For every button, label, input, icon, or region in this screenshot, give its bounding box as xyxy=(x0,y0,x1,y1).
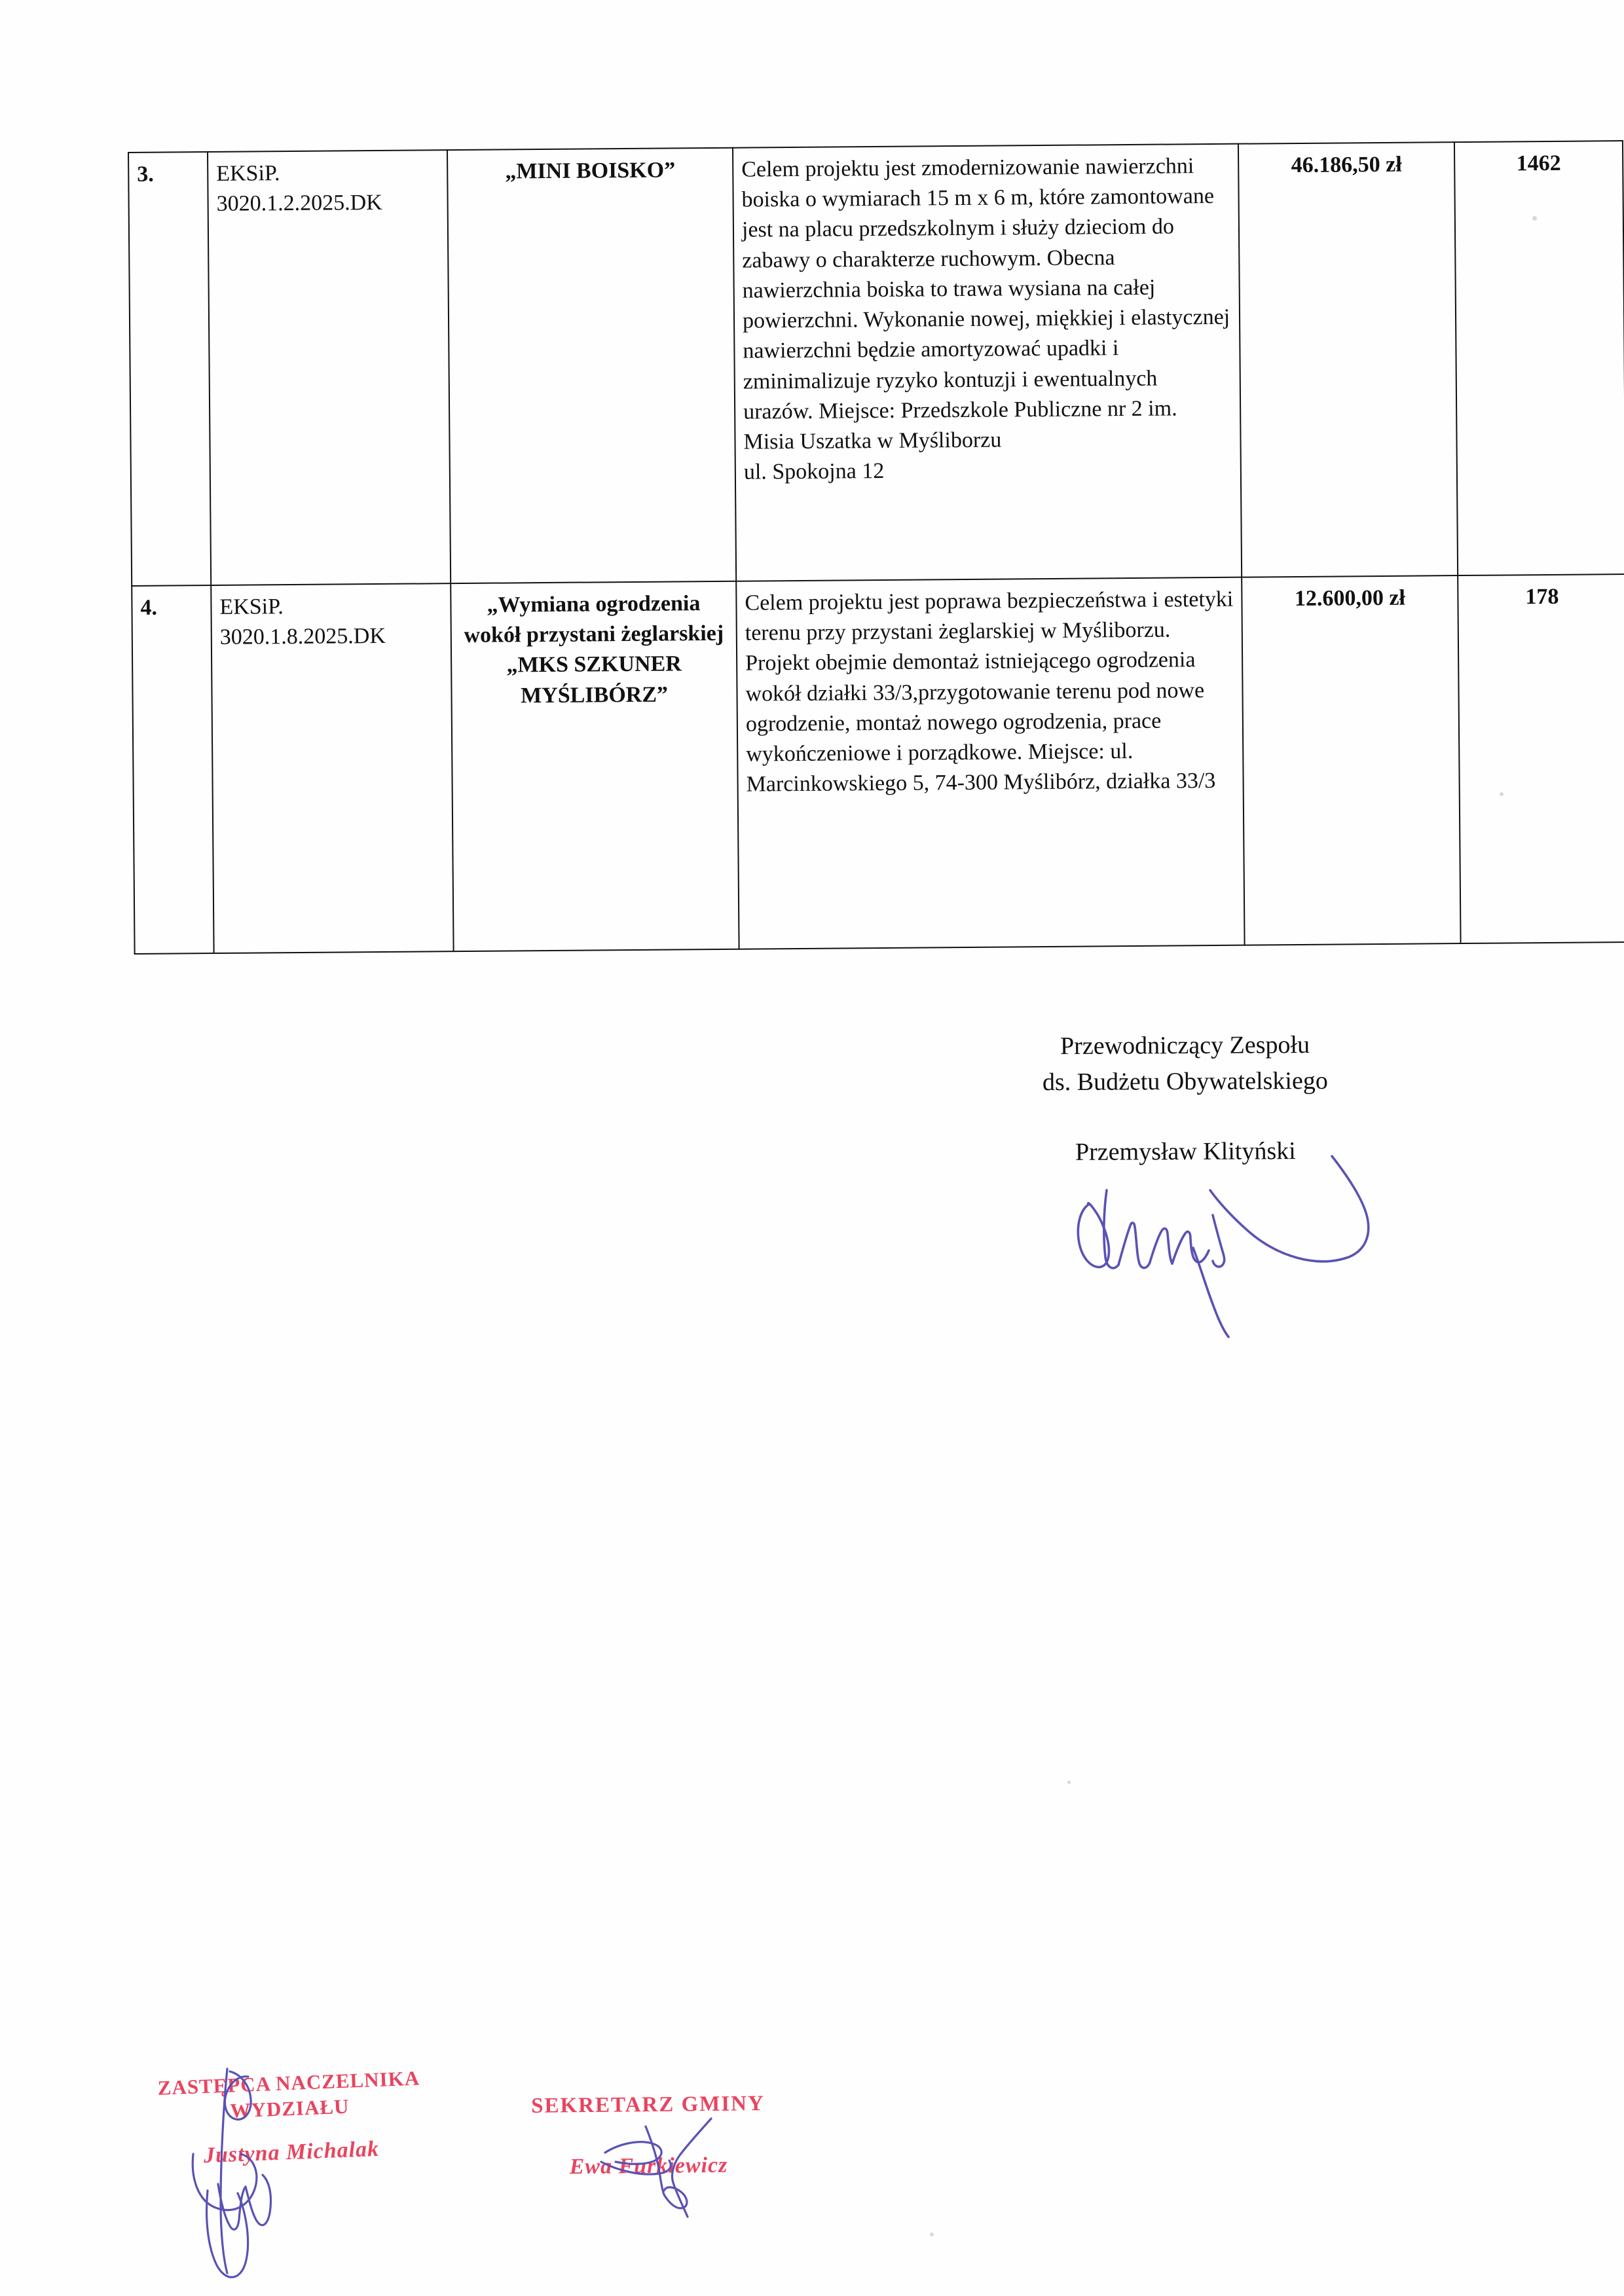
project-title: „Wymiana ogrodzenia wokół przystani żeglarskiej „MKS SZKUNER MYŚLIBÓRZ” xyxy=(464,591,724,708)
stamp-role-line-1: SEKRETARZ GMINY xyxy=(530,2092,766,2118)
scan-speck xyxy=(1500,792,1504,796)
reference-line-1: EKSiP. xyxy=(219,594,284,619)
scan-speck xyxy=(1067,1781,1071,1784)
project-description-cell xyxy=(733,144,1242,581)
table-row xyxy=(128,141,1624,586)
reference-cell xyxy=(208,150,451,585)
scan-speck xyxy=(1532,216,1537,221)
stamp-deputy-head-of-department xyxy=(141,2065,439,2172)
project-votes-cell xyxy=(1458,574,1624,943)
project-title-cell xyxy=(451,581,739,951)
handwritten-signature xyxy=(1041,1152,1382,1368)
stamp-municipality-secretary xyxy=(504,2090,792,2182)
row-number-cell xyxy=(132,585,213,954)
project-votes-cell xyxy=(1454,141,1624,575)
project-votes: 178 xyxy=(1525,584,1559,610)
signatory-role-line-2: ds. Budżetu Obywatelskiego xyxy=(1042,1066,1328,1097)
project-votes: 1462 xyxy=(1516,151,1561,176)
project-title-cell xyxy=(447,148,736,583)
row-number-cell xyxy=(128,152,211,586)
reference-line-1: EKSiP. xyxy=(216,161,280,186)
project-title: „MINI BOISKO” xyxy=(505,158,676,184)
stamp-person-name: Ewa Furkiewicz xyxy=(569,2153,728,2179)
row-number: 3. xyxy=(137,162,154,187)
project-amount: 12.600,00 zł xyxy=(1294,585,1406,611)
project-amount-cell xyxy=(1242,575,1460,945)
stamp-person-name: Justyna Michalak xyxy=(203,2136,380,2168)
row-number: 4. xyxy=(140,595,158,620)
stamp-role-line-2: WYDZIAŁU xyxy=(229,2094,350,2123)
reference-line-2: 3020.1.2.2025.DK xyxy=(216,191,382,217)
project-amount-cell xyxy=(1238,142,1458,577)
stamp-role-line-1: ZASTĘPCA NACZELNIKA xyxy=(157,2066,420,2100)
reference-cell xyxy=(211,583,453,953)
table-row xyxy=(132,574,1624,954)
signature-block xyxy=(936,1027,1434,1171)
projects-table xyxy=(128,140,1624,955)
project-amount: 46.186,50 zł xyxy=(1291,152,1402,178)
scan-speck xyxy=(930,2232,934,2236)
signatory-name: Przemysław Klityński xyxy=(1075,1137,1296,1167)
project-description: Celem projektu jest poprawa bezpieczeństwa i estetyki terenu przy przystani żeglarskiej w Myśliborzu. Projekt obejmie demontaż istniejącego ogrodzenia wokół działki 33/3,przygotowanie terenu pod nowe ogrodzenie, montaż nowego ogrodzenia, prace wykończeniowe i porządkowe. Miejsce: ul. Marcinkowskiego 5, 74-300 Myślibórz, działka 33/3 xyxy=(745,587,1234,797)
project-description: Celem projektu jest zmodernizowanie nawierzchni boiska o wymiarach 15 m x 6 m, które zamontowane jest na placu przedszkolnym i służy dzieciom do zabawy o charakterze ruchowym. Obecna nawierzchnia boiska to trawa wysiana na całej powierzchni. Wykonanie nowej, miękkiej i elastycznej nawierzchni będzie amortyzować upadki i zminimalizuje ryzyko kontuzji i ewentualnych urazów. Miejsce: Przedszkole Publiczne nr 2 im. Misia Uszatka w Myśliborzu ul. Spokojna 12 xyxy=(741,154,1230,484)
signatory-role-line-1: Przewodniczący Zespołu xyxy=(1060,1031,1310,1060)
reference-line-2: 3020.1.8.2025.DK xyxy=(219,624,386,650)
project-description-cell xyxy=(736,577,1244,949)
